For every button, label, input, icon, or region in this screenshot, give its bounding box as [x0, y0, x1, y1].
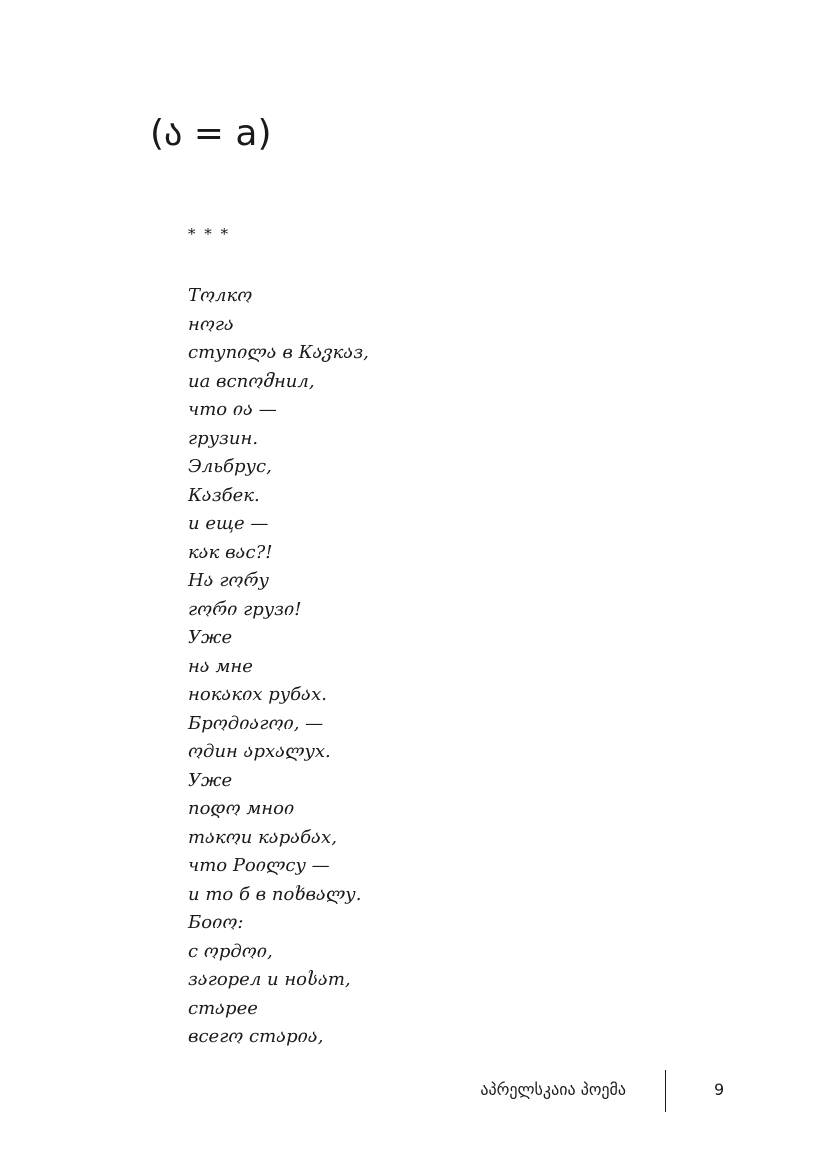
poem-line: Брოдიაгოი, —: [188, 712, 324, 734]
poem-line: нოгა: [188, 313, 234, 335]
poem-line: гორი грузი!: [188, 598, 302, 620]
poem-line: и то б в поხвალу.: [188, 883, 362, 905]
poem-line: тაкოи кაрაбაх,: [188, 826, 337, 848]
poem-line: с ოрдოი,: [188, 940, 273, 962]
poem-line: Тოлкო: [188, 285, 253, 306]
poem-line: нა мне: [188, 655, 253, 677]
running-footer-title: აპრელსკაია პოემა: [480, 1080, 626, 1099]
page-number: 9: [714, 1080, 725, 1099]
poem: [188, 220, 369, 1052]
poem-line: Уже: [188, 627, 233, 648]
poem-line: зაгорел и ноსაт,: [188, 969, 351, 990]
poem-line: стაрее: [188, 997, 258, 1019]
poem-line: поდო мноი: [188, 798, 295, 819]
footer-divider: [665, 1070, 666, 1112]
page-heading: (ა = a): [150, 113, 272, 154]
poem-line: нокაкიх рубაх.: [188, 684, 327, 705]
poem-line: Нა гორу: [188, 570, 269, 591]
poem-line: Кაзбек.: [188, 484, 260, 506]
poem-line: Эльбрус,: [188, 456, 272, 477]
section-separator: * * *: [188, 225, 231, 243]
poem-line: грузин.: [188, 427, 259, 449]
poem-line: что Роილсу —: [188, 855, 330, 876]
poem-line: иа вспომнил,: [188, 370, 315, 392]
poem-line: всегო стაрია,: [188, 1026, 324, 1047]
poem-line: Уже: [188, 769, 233, 791]
poem-line: что ია —: [188, 399, 277, 420]
poem-line: ступილა в Кავкაз,: [188, 342, 369, 363]
poem-line: ოдин აрхალух.: [188, 741, 331, 762]
poem-line: Боიო:: [188, 912, 244, 933]
poem-lines: [188, 282, 369, 1052]
poem-line: кაк вაс?!: [188, 541, 273, 563]
poem-line: и еще —: [188, 513, 269, 534]
